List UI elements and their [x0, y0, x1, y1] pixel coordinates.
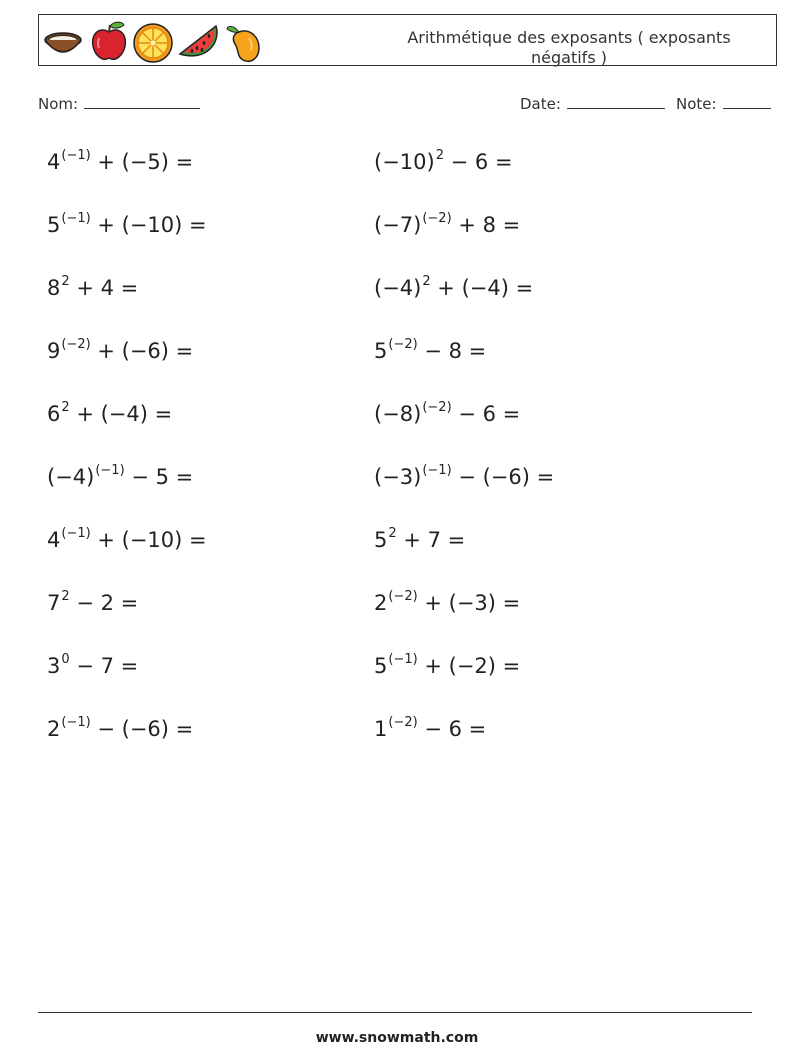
problem-base: 4 [47, 150, 61, 174]
problem-base: 9 [47, 339, 61, 363]
problem-operation: − 6 = [443, 150, 513, 174]
footer-divider [38, 1012, 752, 1013]
date-field [520, 94, 665, 113]
problem-operation: + (−4) = [69, 402, 173, 426]
problem-base: 8 [47, 276, 61, 300]
problem-operation: − 8 = [417, 339, 487, 363]
problem-base: (−3) [374, 465, 422, 489]
problem-base: (−4) [47, 465, 95, 489]
problem-exponent: (−1) [61, 211, 91, 226]
problem-base: 4 [47, 528, 61, 552]
problem-base: 5 [374, 654, 388, 678]
problem-operation: + (−3) = [417, 591, 521, 615]
problem-exponent: (−1) [95, 463, 125, 478]
problem-item [47, 717, 193, 741]
date-label: Date: [520, 95, 561, 113]
apple-icon [87, 20, 131, 64]
problem-base: 3 [47, 654, 61, 678]
note-label: Note: [676, 95, 717, 113]
problem-operation: + (−6) = [90, 339, 194, 363]
problem-item [374, 276, 533, 300]
problem-base: 5 [374, 339, 388, 363]
problem-exponent: (−2) [388, 337, 418, 352]
problem-operation: − (−6) = [90, 717, 194, 741]
problem-exponent: (−2) [61, 337, 91, 352]
problem-exponent: (−1) [61, 715, 91, 730]
problem-base: 7 [47, 591, 61, 615]
problem-exponent: 2 [61, 589, 70, 604]
problem-item [47, 591, 138, 615]
problem-operation: + (−4) = [430, 276, 534, 300]
footer-url: www.snowmath.com [315, 1030, 479, 1046]
problem-exponent: (−1) [388, 652, 418, 667]
problem-item [374, 213, 520, 237]
mango-icon [223, 20, 267, 64]
worksheet-title [369, 28, 769, 68]
problem-base: (−10) [374, 150, 435, 174]
problem-operation: − (−6) = [451, 465, 555, 489]
problem-item [47, 654, 138, 678]
problem-operation: + (−5) = [90, 150, 194, 174]
problem-operation: + 8 = [451, 213, 521, 237]
problem-operation: − 7 = [69, 654, 139, 678]
problem-base: 1 [374, 717, 388, 741]
problem-operation: + (−2) = [417, 654, 521, 678]
problem-item [47, 465, 193, 489]
problem-exponent: (−1) [61, 526, 91, 541]
problem-base: 2 [47, 717, 61, 741]
problem-item [47, 528, 207, 552]
problem-operation: + (−10) = [90, 528, 207, 552]
problem-item [374, 591, 520, 615]
problem-exponent: (−2) [422, 211, 452, 226]
problem-operation: − 5 = [124, 465, 194, 489]
problem-item [47, 150, 193, 174]
note-blank[interactable] [723, 94, 771, 109]
problem-base: 6 [47, 402, 61, 426]
title-line-2: négatifs ) [531, 48, 607, 67]
problem-item [374, 402, 520, 426]
watermelon-icon [177, 20, 221, 64]
problem-exponent: (−1) [61, 148, 91, 163]
problem-exponent: 2 [388, 526, 397, 541]
problem-base: (−4) [374, 276, 422, 300]
problem-base: 5 [47, 213, 61, 237]
problem-exponent: (−2) [388, 715, 418, 730]
problem-exponent: (−2) [388, 589, 418, 604]
problem-base: 5 [374, 528, 388, 552]
name-field [38, 94, 200, 113]
problem-exponent: (−2) [422, 400, 452, 415]
date-blank[interactable] [567, 94, 665, 109]
note-field [676, 94, 771, 113]
worksheet-header [38, 14, 777, 66]
problem-item [374, 339, 486, 363]
title-line-1: Arithmétique des exposants ( exposants [407, 28, 731, 47]
problem-operation: + 4 = [69, 276, 139, 300]
problem-item [374, 654, 520, 678]
problem-exponent: 2 [61, 274, 70, 289]
problem-exponent: 2 [422, 274, 431, 289]
coconut-icon [41, 20, 85, 64]
name-label: Nom: [38, 95, 79, 113]
problem-base: (−7) [374, 213, 422, 237]
problem-base: 2 [374, 591, 388, 615]
orange-icon [131, 20, 175, 64]
problem-operation: + 7 = [396, 528, 466, 552]
problem-item [374, 150, 513, 174]
problem-item [47, 213, 207, 237]
problem-item [374, 528, 465, 552]
problem-item [374, 465, 554, 489]
problem-operation: − 6 = [417, 717, 487, 741]
problem-exponent: 2 [435, 148, 444, 163]
problem-exponent: 0 [61, 652, 70, 667]
problem-item [374, 717, 486, 741]
problem-item [47, 276, 138, 300]
problem-item [47, 402, 172, 426]
problem-item [47, 339, 193, 363]
problem-base: (−8) [374, 402, 422, 426]
problem-exponent: 2 [61, 400, 70, 415]
name-blank[interactable] [84, 94, 200, 109]
problem-operation: − 2 = [69, 591, 139, 615]
problem-operation: − 6 = [451, 402, 521, 426]
problem-operation: + (−10) = [90, 213, 207, 237]
problem-exponent: (−1) [422, 463, 452, 478]
